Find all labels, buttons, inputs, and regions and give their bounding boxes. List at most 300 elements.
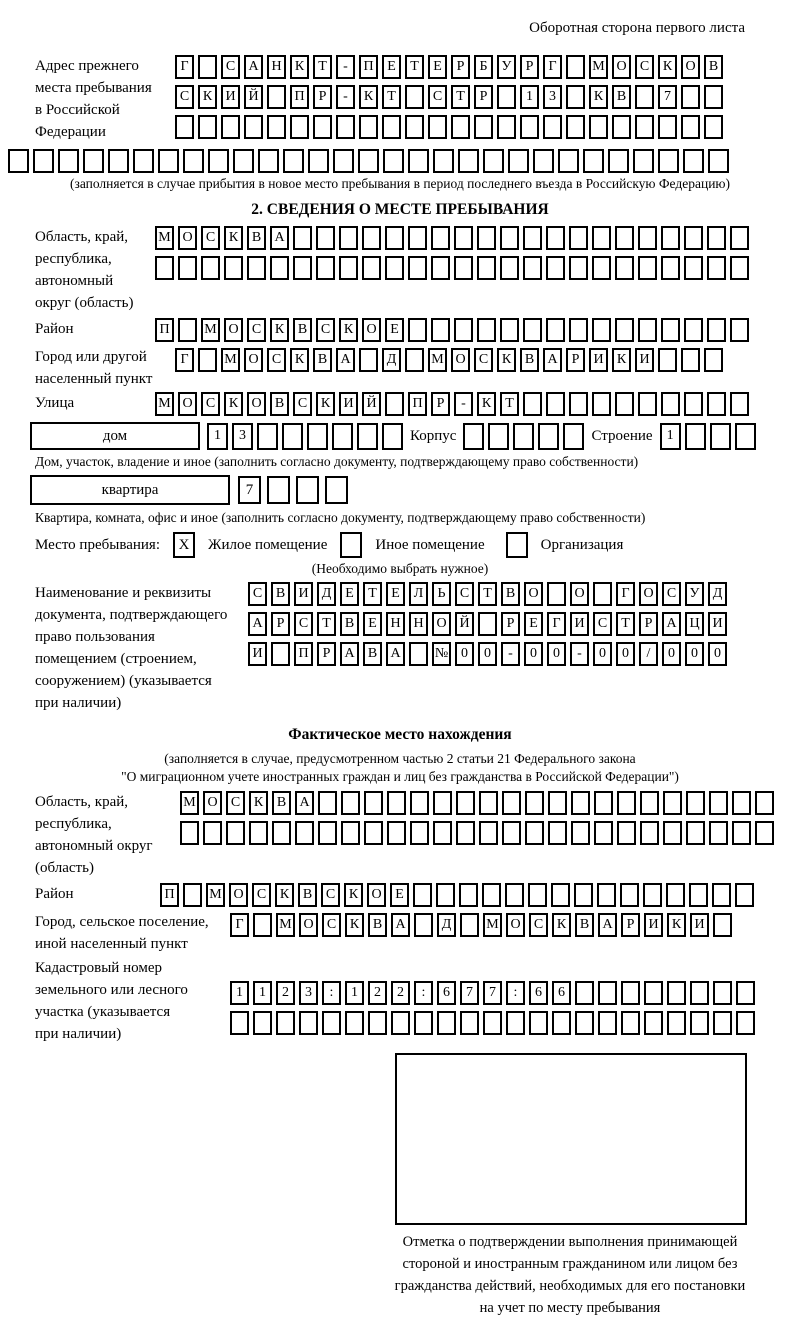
char-cell[interactable]: Е <box>382 55 401 79</box>
char-cell[interactable]: Е <box>428 55 447 79</box>
char-cell[interactable]: 7 <box>238 476 261 504</box>
char-cell[interactable]: 2 <box>368 981 387 1005</box>
char-cell[interactable]: К <box>275 883 294 907</box>
char-cell[interactable]: В <box>270 392 289 416</box>
char-cell[interactable]: И <box>570 612 589 636</box>
char-cell[interactable] <box>713 1011 732 1035</box>
char-cell[interactable] <box>477 318 496 342</box>
char-cell[interactable] <box>362 256 381 280</box>
char-cell[interactable] <box>546 226 565 250</box>
char-cell[interactable] <box>497 115 516 139</box>
char-cell[interactable]: К <box>316 392 335 416</box>
char-cell[interactable] <box>8 149 29 173</box>
char-cell[interactable] <box>735 423 756 450</box>
char-cell[interactable] <box>385 226 404 250</box>
char-cell[interactable] <box>640 791 659 815</box>
char-cell[interactable] <box>640 821 659 845</box>
char-cell[interactable] <box>732 821 751 845</box>
char-cell[interactable] <box>283 149 304 173</box>
char-cell[interactable]: О <box>367 883 386 907</box>
char-cell[interactable] <box>500 226 519 250</box>
char-cell[interactable]: Т <box>313 55 332 79</box>
char-cell[interactable]: С <box>293 392 312 416</box>
char-cell[interactable]: Д <box>708 582 727 606</box>
char-cell[interactable] <box>307 423 328 450</box>
char-cell[interactable] <box>736 981 755 1005</box>
char-cell[interactable]: Т <box>363 582 382 606</box>
char-cell[interactable] <box>704 85 723 109</box>
char-cell[interactable]: : <box>414 981 433 1005</box>
char-cell[interactable]: В <box>271 582 290 606</box>
char-cell[interactable]: Р <box>566 348 585 372</box>
char-cell[interactable]: Г <box>175 348 194 372</box>
char-cell[interactable] <box>364 791 383 815</box>
char-cell[interactable] <box>583 149 604 173</box>
char-cell[interactable]: В <box>313 348 332 372</box>
char-cell[interactable]: Р <box>271 612 290 636</box>
char-cell[interactable]: О <box>247 392 266 416</box>
char-cell[interactable] <box>548 821 567 845</box>
char-cell[interactable] <box>408 256 427 280</box>
char-cell[interactable] <box>293 226 312 250</box>
char-cell[interactable] <box>224 256 243 280</box>
char-cell[interactable]: И <box>589 348 608 372</box>
char-cell[interactable]: / <box>639 642 658 666</box>
char-cell[interactable] <box>661 226 680 250</box>
char-cell[interactable] <box>474 115 493 139</box>
char-cell[interactable] <box>686 821 705 845</box>
char-cell[interactable]: О <box>451 348 470 372</box>
char-cell[interactable] <box>525 821 544 845</box>
char-cell[interactable] <box>707 226 726 250</box>
char-cell[interactable]: Б <box>474 55 493 79</box>
char-cell[interactable] <box>272 821 291 845</box>
char-cell[interactable] <box>405 85 424 109</box>
char-cell[interactable]: А <box>662 612 681 636</box>
char-cell[interactable]: - <box>336 55 355 79</box>
char-cell[interactable] <box>316 256 335 280</box>
char-cell[interactable] <box>431 256 450 280</box>
char-cell[interactable] <box>620 883 639 907</box>
char-cell[interactable] <box>437 1011 456 1035</box>
char-cell[interactable] <box>684 318 703 342</box>
char-cell[interactable]: М <box>180 791 199 815</box>
char-cell[interactable]: 0 <box>478 642 497 666</box>
char-cell[interactable]: Р <box>639 612 658 636</box>
char-cell[interactable]: С <box>267 348 286 372</box>
inoe-checkbox[interactable] <box>340 532 362 558</box>
char-cell[interactable] <box>208 149 229 173</box>
char-cell[interactable]: М <box>221 348 240 372</box>
char-cell[interactable]: 0 <box>593 642 612 666</box>
char-cell[interactable]: К <box>224 226 243 250</box>
char-cell[interactable] <box>357 423 378 450</box>
char-cell[interactable]: О <box>612 55 631 79</box>
char-cell[interactable] <box>566 55 585 79</box>
char-cell[interactable] <box>732 791 751 815</box>
char-cell[interactable]: А <box>340 642 359 666</box>
char-cell[interactable]: Й <box>244 85 263 109</box>
char-cell[interactable] <box>546 392 565 416</box>
char-cell[interactable] <box>502 791 521 815</box>
char-cell[interactable] <box>686 791 705 815</box>
char-cell[interactable] <box>339 226 358 250</box>
char-cell[interactable]: 1 <box>345 981 364 1005</box>
char-cell[interactable] <box>408 226 427 250</box>
char-cell[interactable]: В <box>704 55 723 79</box>
char-cell[interactable] <box>359 115 378 139</box>
char-cell[interactable] <box>569 256 588 280</box>
char-cell[interactable] <box>249 821 268 845</box>
char-cell[interactable] <box>247 256 266 280</box>
char-cell[interactable] <box>643 883 662 907</box>
char-cell[interactable] <box>433 821 452 845</box>
char-cell[interactable] <box>258 149 279 173</box>
char-cell[interactable]: С <box>635 55 654 79</box>
char-cell[interactable]: 1 <box>230 981 249 1005</box>
char-cell[interactable] <box>276 1011 295 1035</box>
char-cell[interactable] <box>253 1011 272 1035</box>
char-cell[interactable] <box>336 115 355 139</box>
char-cell[interactable] <box>615 392 634 416</box>
char-cell[interactable] <box>615 318 634 342</box>
char-cell[interactable]: - <box>570 642 589 666</box>
char-cell[interactable]: Е <box>385 318 404 342</box>
char-cell[interactable]: Р <box>317 642 336 666</box>
char-cell[interactable]: С <box>175 85 194 109</box>
char-cell[interactable] <box>295 821 314 845</box>
char-cell[interactable] <box>482 883 501 907</box>
char-cell[interactable] <box>707 318 726 342</box>
char-cell[interactable] <box>359 348 378 372</box>
char-cell[interactable] <box>198 115 217 139</box>
char-cell[interactable] <box>175 115 194 139</box>
char-cell[interactable] <box>684 256 703 280</box>
char-cell[interactable]: Е <box>340 582 359 606</box>
char-cell[interactable] <box>755 791 774 815</box>
char-cell[interactable] <box>332 423 353 450</box>
char-cell[interactable]: В <box>247 226 266 250</box>
char-cell[interactable] <box>358 149 379 173</box>
char-cell[interactable]: А <box>391 913 410 937</box>
char-cell[interactable]: Т <box>451 85 470 109</box>
char-cell[interactable] <box>525 791 544 815</box>
char-cell[interactable] <box>617 791 636 815</box>
char-cell[interactable] <box>523 226 542 250</box>
char-cell[interactable]: 0 <box>662 642 681 666</box>
char-cell[interactable] <box>589 115 608 139</box>
char-cell[interactable]: К <box>359 85 378 109</box>
char-cell[interactable]: О <box>178 226 197 250</box>
char-cell[interactable]: К <box>224 392 243 416</box>
char-cell[interactable] <box>433 791 452 815</box>
char-cell[interactable] <box>178 256 197 280</box>
char-cell[interactable]: 0 <box>708 642 727 666</box>
char-cell[interactable]: В <box>520 348 539 372</box>
char-cell[interactable] <box>387 821 406 845</box>
char-cell[interactable]: К <box>290 55 309 79</box>
char-cell[interactable] <box>463 423 484 450</box>
char-cell[interactable] <box>500 318 519 342</box>
char-cell[interactable]: С <box>316 318 335 342</box>
char-cell[interactable] <box>431 226 450 250</box>
char-cell[interactable] <box>433 149 454 173</box>
char-cell[interactable] <box>633 149 654 173</box>
char-cell[interactable] <box>460 1011 479 1035</box>
char-cell[interactable]: 2 <box>276 981 295 1005</box>
char-cell[interactable] <box>523 256 542 280</box>
char-cell[interactable] <box>408 318 427 342</box>
char-cell[interactable] <box>621 1011 640 1035</box>
char-cell[interactable]: Е <box>363 612 382 636</box>
char-cell[interactable] <box>271 642 290 666</box>
char-cell[interactable] <box>551 883 570 907</box>
char-cell[interactable] <box>593 582 612 606</box>
char-cell[interactable] <box>391 1011 410 1035</box>
char-cell[interactable]: С <box>662 582 681 606</box>
char-cell[interactable] <box>413 883 432 907</box>
char-cell[interactable]: И <box>294 582 313 606</box>
char-cell[interactable] <box>299 1011 318 1035</box>
char-cell[interactable] <box>666 883 685 907</box>
char-cell[interactable]: К <box>345 913 364 937</box>
char-cell[interactable]: О <box>299 913 318 937</box>
char-cell[interactable]: И <box>708 612 727 636</box>
char-cell[interactable]: О <box>362 318 381 342</box>
char-cell[interactable]: К <box>477 392 496 416</box>
char-cell[interactable]: С <box>226 791 245 815</box>
char-cell[interactable] <box>575 981 594 1005</box>
char-cell[interactable] <box>83 149 104 173</box>
char-cell[interactable]: П <box>155 318 174 342</box>
char-cell[interactable] <box>569 226 588 250</box>
char-cell[interactable]: К <box>198 85 217 109</box>
char-cell[interactable] <box>638 392 657 416</box>
char-cell[interactable] <box>488 423 509 450</box>
char-cell[interactable] <box>520 115 539 139</box>
char-cell[interactable] <box>571 821 590 845</box>
char-cell[interactable]: 7 <box>460 981 479 1005</box>
char-cell[interactable]: В <box>272 791 291 815</box>
char-cell[interactable]: 3 <box>299 981 318 1005</box>
char-cell[interactable] <box>563 423 584 450</box>
char-cell[interactable]: М <box>201 318 220 342</box>
char-cell[interactable] <box>730 226 749 250</box>
char-cell[interactable]: В <box>363 642 382 666</box>
char-cell[interactable]: Г <box>547 612 566 636</box>
char-cell[interactable] <box>615 226 634 250</box>
char-cell[interactable] <box>552 1011 571 1035</box>
char-cell[interactable] <box>454 318 473 342</box>
char-cell[interactable]: Е <box>386 582 405 606</box>
char-cell[interactable] <box>308 149 329 173</box>
char-cell[interactable]: С <box>474 348 493 372</box>
char-cell[interactable]: Р <box>621 913 640 937</box>
char-cell[interactable]: Т <box>382 85 401 109</box>
char-cell[interactable] <box>267 476 290 504</box>
char-cell[interactable] <box>513 423 534 450</box>
char-cell[interactable]: 1 <box>660 423 681 450</box>
char-cell[interactable]: К <box>612 348 631 372</box>
char-cell[interactable] <box>296 476 319 504</box>
char-cell[interactable]: К <box>339 318 358 342</box>
char-cell[interactable] <box>483 1011 502 1035</box>
char-cell[interactable]: 1 <box>253 981 272 1005</box>
char-cell[interactable] <box>658 115 677 139</box>
char-cell[interactable]: К <box>552 913 571 937</box>
char-cell[interactable] <box>658 348 677 372</box>
char-cell[interactable]: И <box>248 642 267 666</box>
char-cell[interactable] <box>322 1011 341 1035</box>
char-cell[interactable] <box>431 318 450 342</box>
char-cell[interactable] <box>382 423 403 450</box>
char-cell[interactable]: В <box>293 318 312 342</box>
char-cell[interactable]: С <box>247 318 266 342</box>
char-cell[interactable]: Р <box>451 55 470 79</box>
char-cell[interactable] <box>558 149 579 173</box>
char-cell[interactable] <box>594 821 613 845</box>
char-cell[interactable] <box>533 149 554 173</box>
zhiloe-checkbox[interactable]: X <box>173 532 195 558</box>
char-cell[interactable]: 6 <box>529 981 548 1005</box>
char-cell[interactable]: Н <box>409 612 428 636</box>
char-cell[interactable] <box>333 149 354 173</box>
organizaciya-checkbox[interactable] <box>506 532 528 558</box>
char-cell[interactable] <box>364 821 383 845</box>
char-cell[interactable] <box>454 226 473 250</box>
char-cell[interactable]: Ц <box>685 612 704 636</box>
char-cell[interactable] <box>460 913 479 937</box>
char-cell[interactable] <box>409 642 428 666</box>
char-cell[interactable]: М <box>428 348 447 372</box>
char-cell[interactable]: 0 <box>616 642 635 666</box>
char-cell[interactable]: - <box>336 85 355 109</box>
char-cell[interactable] <box>523 392 542 416</box>
char-cell[interactable] <box>661 318 680 342</box>
char-cell[interactable] <box>505 883 524 907</box>
char-cell[interactable]: И <box>635 348 654 372</box>
char-cell[interactable]: К <box>249 791 268 815</box>
char-cell[interactable] <box>428 115 447 139</box>
char-cell[interactable] <box>592 256 611 280</box>
char-cell[interactable]: С <box>201 392 220 416</box>
char-cell[interactable] <box>571 791 590 815</box>
char-cell[interactable] <box>477 256 496 280</box>
char-cell[interactable] <box>569 318 588 342</box>
char-cell[interactable]: У <box>497 55 516 79</box>
char-cell[interactable]: Г <box>230 913 249 937</box>
char-cell[interactable] <box>257 423 278 450</box>
char-cell[interactable]: М <box>276 913 295 937</box>
char-cell[interactable] <box>735 883 754 907</box>
char-cell[interactable] <box>436 883 455 907</box>
char-cell[interactable] <box>684 392 703 416</box>
char-cell[interactable] <box>477 226 496 250</box>
char-cell[interactable] <box>730 256 749 280</box>
char-cell[interactable] <box>663 821 682 845</box>
char-cell[interactable] <box>638 226 657 250</box>
char-cell[interactable] <box>405 115 424 139</box>
char-cell[interactable] <box>244 115 263 139</box>
char-cell[interactable]: К <box>270 318 289 342</box>
char-cell[interactable] <box>339 256 358 280</box>
char-cell[interactable]: А <box>295 791 314 815</box>
char-cell[interactable]: О <box>681 55 700 79</box>
char-cell[interactable] <box>226 821 245 845</box>
char-cell[interactable]: У <box>685 582 704 606</box>
char-cell[interactable]: О <box>244 348 263 372</box>
char-cell[interactable]: Т <box>478 582 497 606</box>
char-cell[interactable]: 0 <box>547 642 566 666</box>
char-cell[interactable] <box>683 149 704 173</box>
char-cell[interactable]: Н <box>267 55 286 79</box>
char-cell[interactable] <box>546 256 565 280</box>
char-cell[interactable] <box>479 821 498 845</box>
char-cell[interactable] <box>133 149 154 173</box>
char-cell[interactable] <box>203 821 222 845</box>
char-cell[interactable]: Е <box>524 612 543 636</box>
char-cell[interactable]: Л <box>409 582 428 606</box>
char-cell[interactable]: А <box>543 348 562 372</box>
char-cell[interactable]: В <box>612 85 631 109</box>
char-cell[interactable] <box>479 791 498 815</box>
char-cell[interactable] <box>318 791 337 815</box>
char-cell[interactable]: С <box>322 913 341 937</box>
char-cell[interactable] <box>635 85 654 109</box>
char-cell[interactable] <box>546 318 565 342</box>
char-cell[interactable] <box>538 423 559 450</box>
char-cell[interactable]: Г <box>175 55 194 79</box>
char-cell[interactable] <box>382 115 401 139</box>
char-cell[interactable]: 6 <box>437 981 456 1005</box>
char-cell[interactable] <box>158 149 179 173</box>
char-cell[interactable]: М <box>589 55 608 79</box>
char-cell[interactable] <box>270 256 289 280</box>
char-cell[interactable] <box>233 149 254 173</box>
char-cell[interactable]: С <box>593 612 612 636</box>
char-cell[interactable]: М <box>206 883 225 907</box>
char-cell[interactable]: О <box>570 582 589 606</box>
char-cell[interactable]: В <box>368 913 387 937</box>
char-cell[interactable]: О <box>229 883 248 907</box>
char-cell[interactable]: К <box>667 913 686 937</box>
char-cell[interactable] <box>685 423 706 450</box>
char-cell[interactable] <box>385 256 404 280</box>
char-cell[interactable] <box>183 149 204 173</box>
char-cell[interactable]: Т <box>616 612 635 636</box>
char-cell[interactable]: М <box>155 226 174 250</box>
char-cell[interactable]: С <box>248 582 267 606</box>
char-cell[interactable] <box>658 149 679 173</box>
char-cell[interactable]: 1 <box>520 85 539 109</box>
char-cell[interactable]: О <box>224 318 243 342</box>
char-cell[interactable]: Т <box>500 392 519 416</box>
char-cell[interactable] <box>282 423 303 450</box>
char-cell[interactable]: Р <box>501 612 520 636</box>
char-cell[interactable] <box>594 791 613 815</box>
char-cell[interactable]: П <box>359 55 378 79</box>
char-cell[interactable] <box>543 115 562 139</box>
char-cell[interactable] <box>230 1011 249 1035</box>
char-cell[interactable] <box>592 226 611 250</box>
char-cell[interactable]: 7 <box>483 981 502 1005</box>
char-cell[interactable]: Д <box>437 913 456 937</box>
char-cell[interactable] <box>707 256 726 280</box>
char-cell[interactable] <box>408 149 429 173</box>
char-cell[interactable]: 3 <box>543 85 562 109</box>
char-cell[interactable]: : <box>322 981 341 1005</box>
char-cell[interactable]: К <box>344 883 363 907</box>
